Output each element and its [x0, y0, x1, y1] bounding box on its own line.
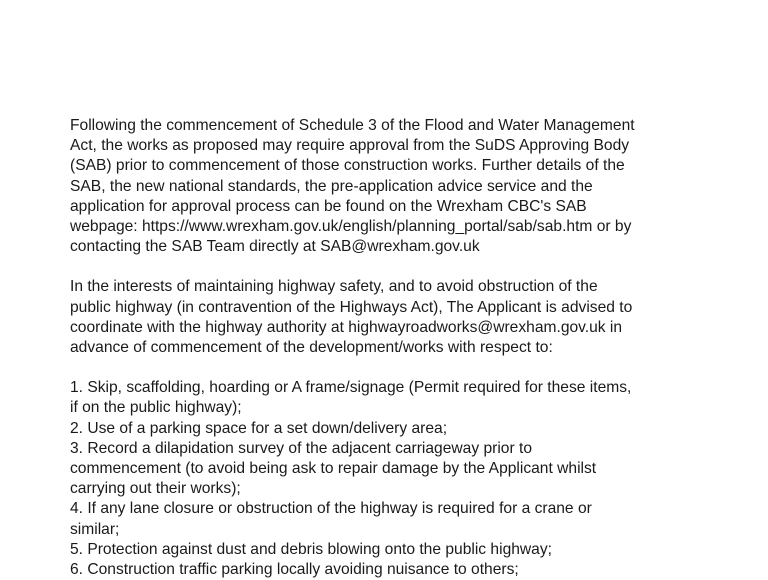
paragraph-sab-approval: Following the commencement of Schedule 3 of the Flood and Water Management Act, the works as proposed may require approval from the SuDS Approving Body (SAB) prior to commencement of those construction works. Further details of the SAB, the new national standards, the pre-application advice service and the application for approval process can be found on the Wrexham CBC's SAB webpage: https://www.wrexham.gov.uk/english/planning_portal/sab/sab.htm or by contacting the SAB Team directly at SAB@wrexham.gov.uk — [70, 117, 635, 256]
list-item: 4. If any lane closure or obstruction of the highway is required for a crane or similar; — [70, 500, 592, 538]
requirements-list — [70, 378, 720, 580]
document-body — [70, 116, 720, 580]
list-item: 1. Skip, scaffolding, hoarding or A frame/signage (Permit required for these items, if on the public highway); — [70, 379, 632, 417]
list-item: 6. Construction traffic parking locally avoiding nuisance to others; — [70, 561, 519, 579]
paragraph-highway-safety: In the interests of maintaining highway safety, and to avoid obstruction of the public highway (in contravention of the Highways Act), The Applicant is advised to coordinate with the highway authority at highwayroadworks@wrexham.gov.uk in advance of commencement of the development/works with respect to: — [70, 278, 633, 357]
list-item: 3. Record a dilapidation survey of the adjacent carriageway prior to commencement (to avoid being ask to repair damage by the Applicant whilst carrying out their works); — [70, 439, 597, 498]
list-item: 5. Protection against dust and debris blowing onto the public highway; — [70, 540, 552, 558]
list-item: 2. Use of a parking space for a set down/delivery area; — [70, 419, 448, 437]
